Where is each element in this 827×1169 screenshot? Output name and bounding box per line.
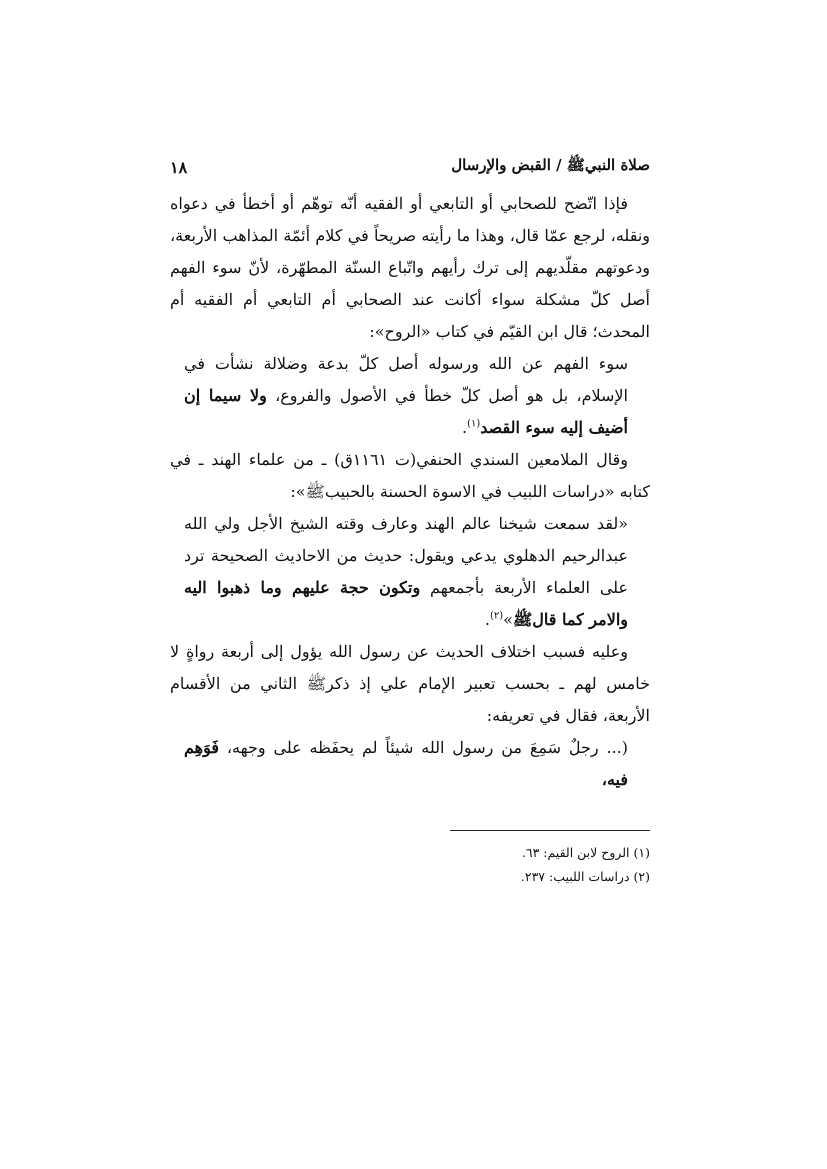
page-header: [170, 150, 650, 184]
paragraph-4-text: (... رجلٌ سَمِعَ من رسول الله شيئاً لم يحفَظه على وجهه،: [226, 738, 629, 757]
footnote-2: (٢) دراسات اللبيب: ٢٣٧.: [520, 869, 650, 884]
quote-2-end: .: [484, 610, 490, 629]
footnote-ref-1[interactable]: (١): [467, 418, 481, 430]
quote-2-bold: وتكون حجة عليهم وما ذهبوا اليه والامر كما قالﷺ: [184, 578, 628, 629]
paragraph-3: وعليه فسبب اختلاف الحديث عن رسول الله يؤول إلى أربعة رواةٍ لا خامس لهم ـ بحسب تعبير الإمام علي إذ ذكرﷺ الثاني من الأقسام الأربعة، فقال في تعريفه:: [170, 642, 650, 725]
quote-1-text: سوء الفهم عن الله ورسوله أصل كلّ بدعة وضلالة نشأت في الإسلام، بل هو أصل كلّ خطأ في الأصول والفروع،: [184, 354, 629, 405]
quote-2-close: »: [503, 610, 513, 629]
quote-1-bold: ولا سيما إن أضيف إليه سوء القصد: [184, 386, 628, 437]
paragraph-4-bold: فَوَهِم فيه،: [184, 738, 628, 789]
quote-2-text: «لقد سمعت شيخنا عالم الهند وعارف وقته الشيخ الأجل ولي الله عبدالرحيم الدهلوي يدعي ويقول: حديث من الاحاديث الصحيحة ترد على العلماء الأربعة بأجمعهم: [184, 514, 629, 597]
footnote-divider: [450, 830, 650, 831]
quote-ibn-qayyim: [170, 348, 650, 444]
paragraph-4: [170, 732, 650, 796]
running-title: صلاة النبيﷺ / القبض والإرسال: [451, 156, 650, 174]
footnote-ref-2[interactable]: (٢): [489, 610, 504, 622]
page-content: [170, 150, 650, 889]
quote-1-end: .: [461, 418, 468, 437]
paragraph-2: وقال الملامعين السندي الحنفي(ت ١١٦١ق) ـ من علماء الهند ـ في كتابه «دراسات اللبيب في الاسوة الحسنة بالحبيبﷺ»:: [170, 450, 650, 501]
quote-dehlawi: [170, 508, 650, 636]
footnote-1: (١) الروح لابن القيم: ٦٣.: [521, 845, 650, 860]
page-number: ١٨: [170, 157, 188, 177]
paragraph-1: فإذا اتّضح للصحابي أو التابعي أو الفقيه أنّه توهّم أو أخطأ في دعواه ونقله، لرجع عمّا قال، وهذا ما رأيته صريحاً في كلام أئمّة المذاهب الأربعة، ودعوتهم مقلّديهم إلى ترك رأيهم واتّباع السنّة المطهّرة، لأنّ سوء الفهم أصل كلّ مشكلة سواء أكانت عند الصحابي أم التابعي أم الفقيه أم المحدث؛ قال ابن القيّم في كتاب «الروح»:: [170, 194, 650, 341]
footnotes: [170, 841, 650, 889]
